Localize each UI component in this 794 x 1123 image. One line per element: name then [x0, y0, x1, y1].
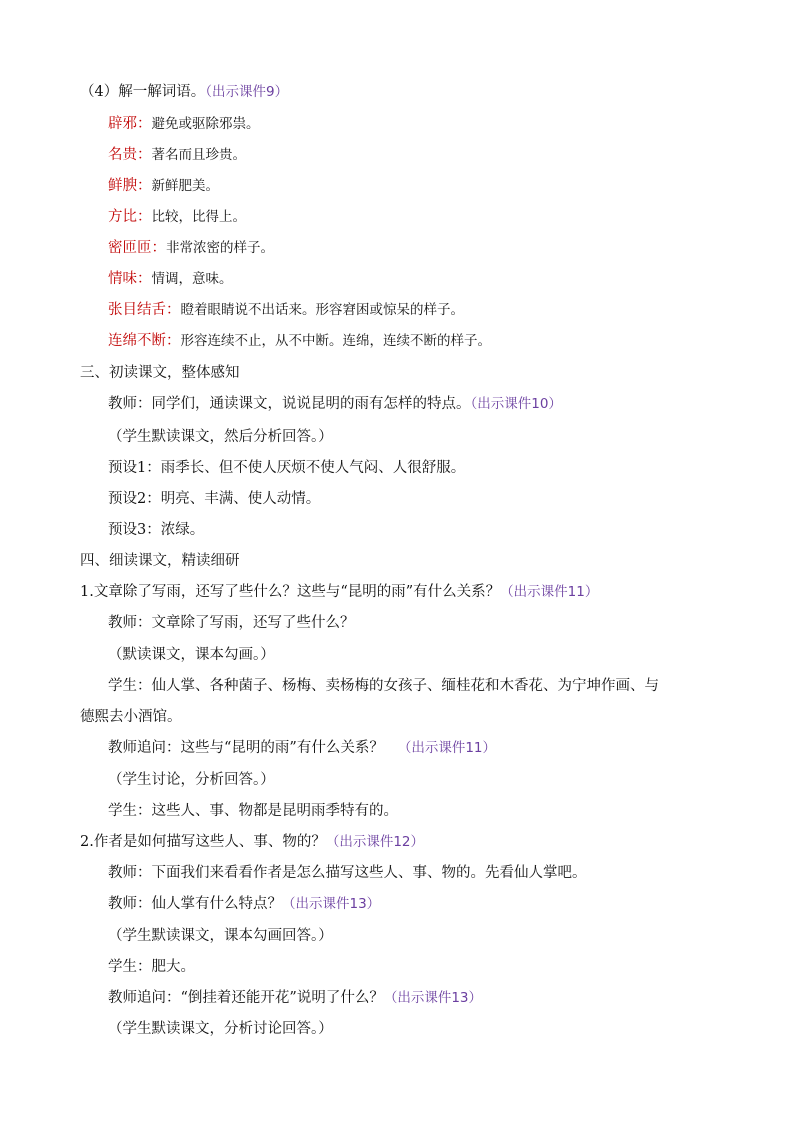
- teacher-followup: [0, 988, 794, 1008]
- courseware-ref: （出示课件13）: [282, 896, 381, 912]
- preset-line: 预设3：浓绿。: [108, 522, 205, 538]
- vocab-colon: ：: [137, 178, 152, 194]
- vocab-item: [0, 300, 794, 320]
- vocab-definition: 著名而且珍贵。: [151, 147, 246, 163]
- teacher-line: 教师：文章除了写雨，还写了些什么？: [108, 615, 355, 631]
- courseware-ref: （出示课件13）: [383, 990, 483, 1006]
- vocab-colon: ：: [151, 240, 166, 256]
- vocab-definition: 形容连续不止，从不中断。连绵，连续不断的样子。: [180, 333, 491, 349]
- vocab-item: [0, 207, 794, 227]
- question-line: [0, 832, 794, 852]
- vocab-colon: ：: [166, 302, 181, 318]
- vocab-definition: 情调，意味。: [151, 271, 233, 287]
- followup-text: 教师追问：“倒挂着还能开花”说明了什么？: [108, 990, 384, 1006]
- vocab-term: 名贵: [108, 147, 137, 163]
- question-text: 1.文章除了写雨，还写了些什么？这些与“昆明的雨”有什么关系？: [80, 584, 501, 600]
- question-text: 2.作者是如何描写这些人、事、物的？: [80, 834, 326, 850]
- vocab-item: [0, 238, 794, 258]
- student-line: 学生：仙人掌、各种菌子、杨梅、卖杨梅的女孩子、缅桂花和木香花、为宁坤作画、与: [108, 678, 659, 694]
- vocab-colon: ：: [166, 333, 181, 349]
- teacher-line: 教师：下面我们来看看作者是怎么描写这些人、事、物的。先看仙人掌吧。: [108, 865, 587, 881]
- preset-line: 预设1：雨季长、但不使人厌烦不使人气闷、人很舒服。: [108, 460, 466, 476]
- vocab-colon: ：: [137, 147, 152, 163]
- teacher-text: 教师：同学们，通读课文，说说昆明的雨有怎样的特点。: [108, 396, 471, 412]
- teacher-text: 教师：仙人掌有什么特点？: [108, 896, 282, 912]
- student-line-continued: 德熙去小酒馆。: [80, 709, 182, 725]
- vocab-colon: ：: [137, 209, 152, 225]
- courseware-ref: （出示课件12）: [325, 834, 425, 850]
- student-line: 学生：这些人、事、物都是昆明雨季特有的。: [108, 803, 398, 819]
- teacher-line: [0, 394, 794, 414]
- vocab-item: [0, 114, 794, 134]
- followup-text: 教师追问：这些与“昆明的雨”有什么关系？: [108, 740, 384, 756]
- vocab-term: 情味: [108, 271, 137, 287]
- section-title: 四、细读课文，精读细研: [80, 553, 240, 569]
- vocab-term: 方比: [108, 209, 137, 225]
- vocab-heading-text: （4）解一解词语。: [80, 84, 206, 100]
- courseware-ref: （出示课件9）: [205, 84, 289, 100]
- vocab-term: 鲜腴: [108, 178, 137, 194]
- student-note: （学生默读课文，然后分析回答。）: [108, 429, 333, 445]
- vocab-term: 密匝匝: [108, 240, 152, 256]
- vocab-colon: ：: [137, 271, 152, 287]
- courseware-ref: （出示课件11）: [397, 740, 497, 756]
- vocab-term: 连绵不断: [108, 333, 166, 349]
- courseware-ref: （出示课件10）: [470, 396, 562, 412]
- vocab-definition: 比较，比得上。: [151, 209, 246, 225]
- preset-line: 预设2：明亮、丰满、使人动情。: [108, 491, 321, 507]
- courseware-ref: （出示课件11）: [500, 584, 599, 600]
- student-note: （学生默读课文，分析讨论回答。）: [108, 1021, 333, 1037]
- vocab-item: [0, 269, 794, 289]
- vocab-term: 张目结舌: [108, 302, 166, 318]
- vocab-definition: 避免或驱除邪祟。: [151, 116, 260, 132]
- question-line: [0, 582, 794, 602]
- student-line: 学生：肥大。: [108, 959, 195, 975]
- student-note: （学生讨论，分析回答。）: [108, 772, 275, 788]
- vocab-item: [0, 176, 794, 196]
- vocab-item: [0, 331, 794, 351]
- teacher-line: [0, 894, 794, 914]
- vocab-colon: ：: [137, 116, 152, 132]
- vocab-term: 辟邪: [108, 116, 137, 132]
- vocab-definition: 瞪着眼睛说不出话来。形容窘困或惊呆的样子。: [180, 302, 464, 318]
- vocab-item: [0, 145, 794, 165]
- vocab-heading: [0, 82, 794, 102]
- vocab-definition: 非常浓密的样子。: [166, 240, 274, 256]
- student-note: （学生默读课文，课本勾画回答。）: [108, 928, 333, 944]
- vocab-definition: 新鲜肥美。: [151, 178, 219, 194]
- teacher-followup: [0, 738, 794, 758]
- student-note: （默读课文，课本勾画。）: [108, 647, 275, 663]
- section-title: 三、初读课文，整体感知: [80, 365, 240, 381]
